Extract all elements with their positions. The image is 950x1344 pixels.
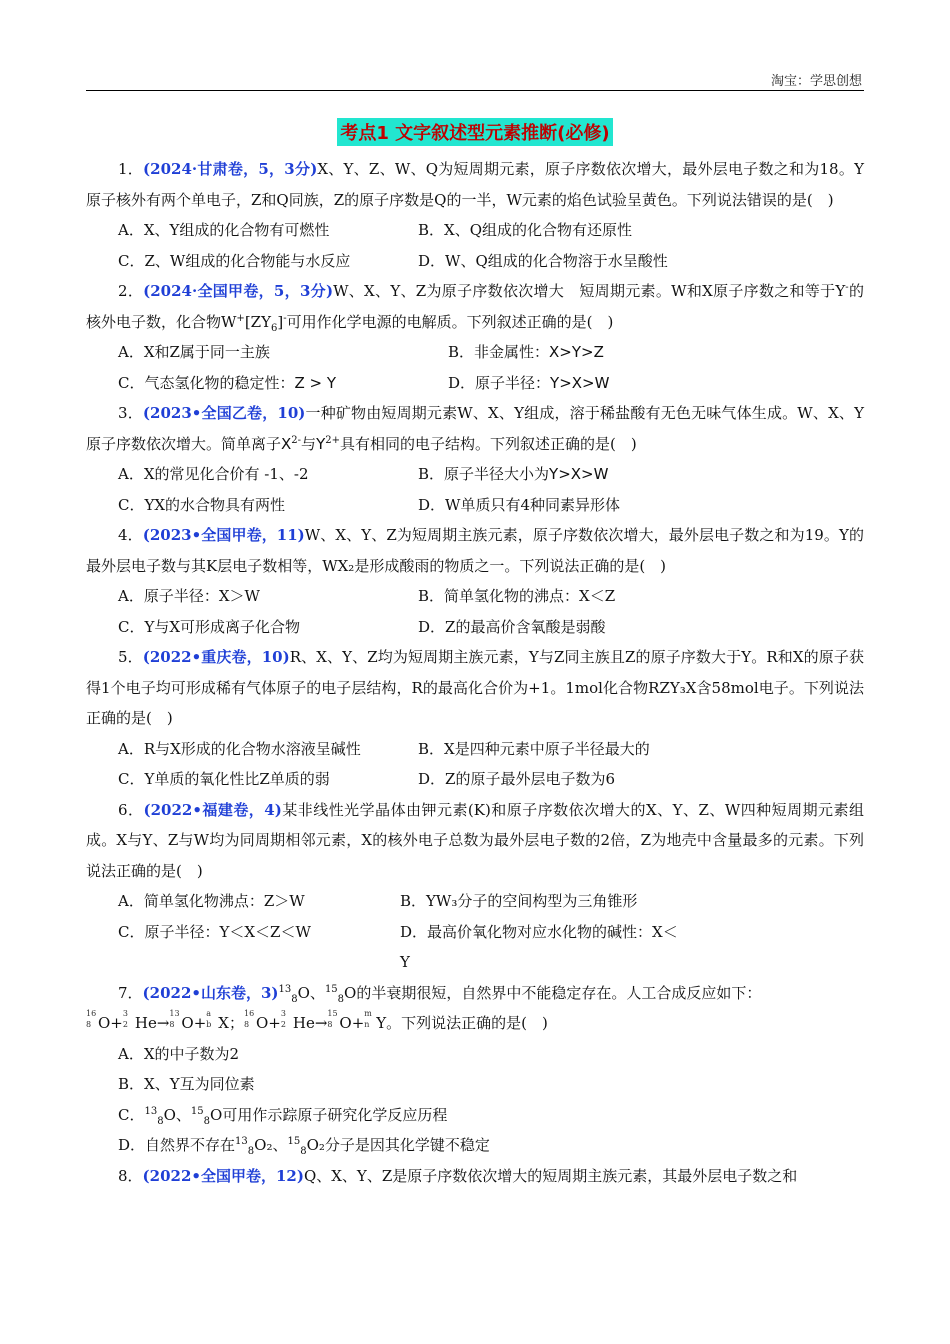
option-c: C．Z、W组成的化合物能与水反应 bbox=[118, 251, 351, 270]
question-stem: X、Y、Z、W、Q为短周期元素，原子序数依次增大，最外层电子数之和为18。Y原子核外有两个单电子，Z和Q同族，Z的原子序数是Q的一半，W元素的焰色试验呈黄色。下列说法错误的是( ) bbox=[86, 160, 864, 209]
option-a: A．简单氢化物沸点：Z＞W bbox=[118, 892, 305, 910]
options-row bbox=[86, 886, 864, 917]
question-8: 8．(2022•全国甲卷，12)Q、X、Y、Z是原子序数依次增大的短周期主族元素，其最外层电子数之和 bbox=[118, 1166, 798, 1185]
options-row bbox=[86, 246, 864, 277]
option-c: C．Y单质的氧化性比Z单质的弱 bbox=[118, 770, 330, 788]
options-row bbox=[86, 917, 864, 978]
options-row bbox=[86, 459, 864, 490]
option-b: B．简单氢化物的沸点：X＜Z bbox=[418, 587, 616, 605]
option-d: D．自然界不存在$^{13}_8$O₂、$^{15}_8$O₂分子是因其化学键不稳定 bbox=[118, 1136, 490, 1157]
nuclear-equations: 16 8 O+ 3 2 He→ 13 8 O+ a b X； 16 8 O+ 3 2 He→ 15 8 O+ m n Y。下列说法正确的是( ) bbox=[86, 1009, 548, 1032]
options-row bbox=[86, 764, 864, 795]
option-b: B．X、Q组成的化合物有还原性 bbox=[418, 221, 633, 239]
question-stem: Q、X、Y、Z是原子序数依次增大的短周期主族元素，其最外层电子数之和 bbox=[303, 1166, 798, 1185]
option-c: C．$^{13}_8$O、$^{15}_8$O可用作示踪原子研究化学反应历程 bbox=[118, 1105, 448, 1127]
header-brand: 淘宝：学思创想 bbox=[770, 74, 862, 89]
option-a: A．R与X形成的化合物水溶液呈碱性 bbox=[118, 739, 361, 758]
option-d: D．W单质只有4种同素异形体 bbox=[418, 495, 620, 514]
question-source: (2022•全国甲卷，12) bbox=[142, 1166, 304, 1185]
option-d: D．W、Q组成的化合物溶于水呈酸性 bbox=[418, 251, 668, 270]
option-d: D．原子半径：Y>X>W bbox=[448, 373, 610, 392]
option-b: B．原子半径大小为Y>X>W bbox=[418, 465, 609, 483]
question-stem: R、X、Y、Z均为短周期主族元素，Y与Z同主族且Z的原子序数大于Y。R和X的原子获得1个电子均可形成稀有气体原子的电子层结构，R的最高化合价为+1。1mol化合物RZY₃X含58mol电子。下列说法正确的是( ) bbox=[86, 648, 864, 727]
options-row bbox=[86, 490, 864, 521]
option-b: B．YW₃分子的空间构型为三角锥形 bbox=[400, 892, 638, 910]
option-a: A．X的中子数为2 bbox=[118, 1044, 240, 1063]
option-c: C．原子半径：Y＜X＜Z＜W bbox=[118, 922, 311, 941]
question-stem: W、X、Y、Z为短周期主族元素，原子序数依次增大，最外层电子数之和为19。Y的最外层电子数与其K层电子数相等，WX₂是形成酸雨的物质之一。下列说法正确的是( ) bbox=[86, 526, 864, 575]
options-row bbox=[86, 368, 864, 399]
options-row bbox=[86, 734, 864, 765]
question-source: (2023•全国乙卷，10) bbox=[142, 404, 306, 422]
options-row bbox=[86, 612, 864, 643]
option-a: A．X和Z属于同一主族 bbox=[118, 343, 270, 361]
option-c: C．气态氢化物的稳定性：Z > Y bbox=[118, 373, 337, 392]
option-b: B．非金属性：X>Y>Z bbox=[448, 343, 604, 361]
option-c: C．YX的水合物具有两性 bbox=[118, 495, 286, 514]
option-c: C．Y与X可形成离子化合物 bbox=[118, 617, 301, 636]
options-row bbox=[86, 337, 864, 368]
header-rule bbox=[86, 90, 864, 91]
option-d: D．最高价氧化物对应水化物的碱性：X＜Y bbox=[400, 922, 678, 971]
question-6: 6．(2022•福建卷，4)某非线性光学晶体由钾元素(K)和原子序数依次增大的X、Y、Z、W四种短周期元素组成。X与Y、Z与W均为同周期相邻元素，X的核外电子总数为最外层电子数的2倍，Z为地壳中含量最多的元素。下列说法正确的是( ) bbox=[86, 800, 864, 880]
question-source: (2022•重庆卷，10) bbox=[142, 648, 290, 666]
title-wrap bbox=[0, 118, 950, 146]
question-2: 2．(2024·全国甲卷，5，3分)W、X、Y、Z为原子序数依次增大 短周期元素。W和X原子序数之和等于Y-的核外电子数，化合物$W^+[ZY_6]^-$可用作化学电源的电解质。下列叙述正确的是( ) bbox=[86, 282, 864, 334]
page-title: 考点1 文字叙述型元素推断(必修) bbox=[337, 118, 612, 146]
option-b: B．X是四种元素中原子半径最大的 bbox=[418, 739, 650, 758]
question-3: 3．(2023•全国乙卷，10)一种矿物由短周期元素W、X、Y组成，溶于稀盐酸有无色无味气体生成。W、X、Y原子序数依次增大。简单离子$X^{2-}$与$Y^{2+}$具有相同的电子结构。下列叙述正确的是( ) bbox=[86, 404, 864, 453]
option-a: A．原子半径：X＞W bbox=[118, 587, 260, 605]
option-a: A．X、Y组成的化合物有可燃性 bbox=[118, 221, 330, 239]
question-7: 7．(2022•山东卷，3)$^{13}_8$O、$^{15}_8$O的半衰期很短，自然界中不能稳定存在。人工合成反应如下： bbox=[118, 983, 762, 1005]
question-1: 1．(2024·甘肃卷，5，3分)X、Y、Z、W、Q为短周期元素，原子序数依次增大，最外层电子数之和为18。Y原子核外有两个单电子，Z和Q同族，Z的原子序数是Q的一半，W元素的焰色试验呈黄色。下列说法错误的是( ) bbox=[86, 160, 864, 209]
content bbox=[86, 154, 864, 1191]
question-stem: 某非线性光学晶体由钾元素(K)和原子序数依次增大的X、Y、Z、W四种短周期元素组成。X与Y、Z与W均为同周期相邻元素，X的核外电子总数为最外层电子数的2倍，Z为地壳中含量最多的元素。下列说法正确的是( ) bbox=[86, 800, 864, 880]
question-source: (2022•山东卷，3) bbox=[142, 983, 279, 1002]
option-d: D．Z的最高价含氧酸是弱酸 bbox=[418, 617, 606, 636]
question-source: (2023•全国甲卷，11) bbox=[142, 526, 305, 544]
question-5: 5．(2022•重庆卷，10)R、X、Y、Z均为短周期主族元素，Y与Z同主族且Z的原子序数大于Y。R和X的原子获得1个电子均可形成稀有气体原子的电子层结构，R的最高化合价为+1。1mol化合物RZY₃X含58mol电子。下列说法正确的是( ) bbox=[86, 648, 864, 727]
option-d: D．Z的原子最外层电子数为6 bbox=[418, 770, 615, 788]
option-b: B．X、Y互为同位素 bbox=[118, 1075, 255, 1093]
options-row bbox=[86, 581, 864, 612]
question-source: (2024·甘肃卷，5，3分) bbox=[143, 160, 318, 178]
question-source: (2024·全国甲卷，5，3分) bbox=[143, 282, 334, 300]
question-source: (2022•福建卷，4) bbox=[143, 800, 282, 819]
option-a: A．X的常见化合价有 -1、-2 bbox=[118, 465, 309, 483]
question-4: 4．(2023•全国甲卷，11)W、X、Y、Z为短周期主族元素，原子序数依次增大，最外层电子数之和为19。Y的最外层电子数与其K层电子数相等，WX₂是形成酸雨的物质之一。下列说法正确的是( ) bbox=[86, 526, 864, 575]
options-row bbox=[86, 215, 864, 246]
